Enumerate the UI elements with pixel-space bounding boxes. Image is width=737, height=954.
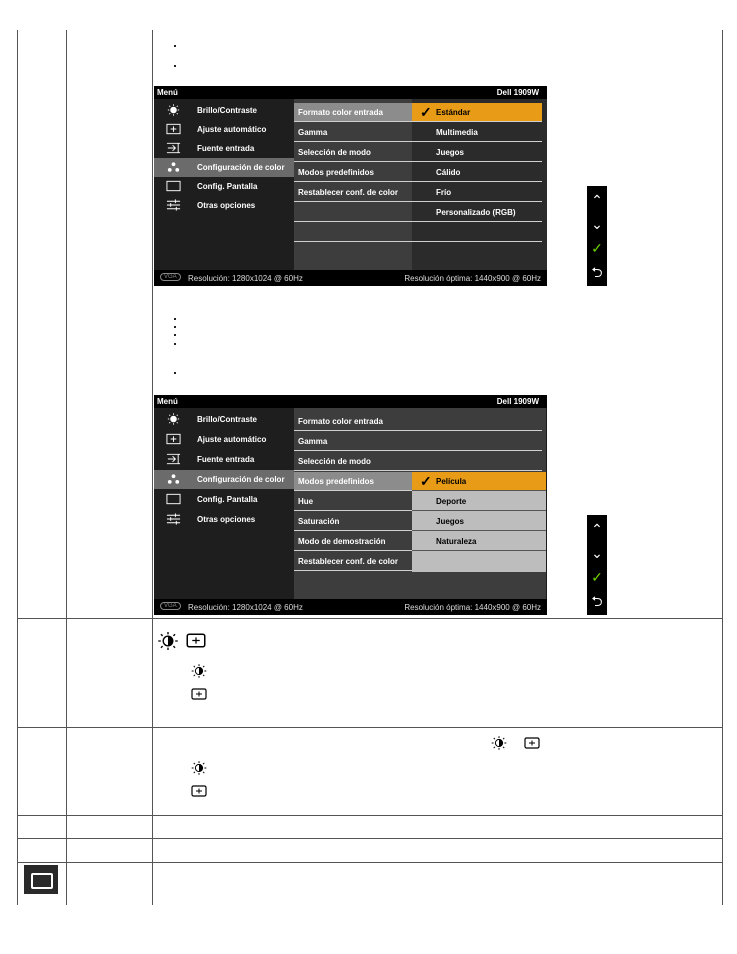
back-icon: ⮌ — [591, 593, 603, 609]
osd-menu-title: Menú — [157, 88, 178, 97]
checkmark-icon: ✓ — [420, 104, 432, 120]
osd-option-label: Frío — [436, 188, 452, 197]
osd-option-label: Multimedia — [436, 128, 478, 137]
osd-submenu-item — [294, 532, 412, 551]
osd-item-auto-adjust — [154, 430, 294, 449]
input-source-icon — [166, 142, 181, 154]
auto-adjust-icon — [166, 433, 181, 445]
osd-resolution: Resolución: 1280x1024 @ 60Hz — [188, 274, 303, 283]
brightness-icon — [166, 104, 181, 116]
osd-option-label: Cálido — [436, 168, 461, 177]
osd-item-label: Ajuste automático — [197, 125, 267, 134]
osd-submenu-label: Modos predefinidos — [298, 477, 374, 486]
osd-item-label: Brillo/Contraste — [197, 415, 258, 424]
osd-status-bar — [154, 599, 547, 615]
auto-adjust-icon — [524, 736, 540, 750]
osd-option-item — [412, 183, 542, 202]
osd-item-label: Fuente entrada — [197, 455, 255, 464]
osd-option-label: Personalizado (RGB) — [436, 208, 516, 217]
osd-item-label: Ajuste automático — [197, 435, 267, 444]
osd-submenu-item — [294, 203, 412, 222]
osd-submenu-label: Restablecer conf. de color — [298, 557, 399, 566]
osd-option-item — [412, 492, 546, 511]
osd-item-other-settings — [154, 510, 294, 529]
osd-submenu-item — [294, 472, 412, 491]
auto-adjust-icon — [186, 632, 206, 649]
osd-submenu-item — [294, 432, 542, 451]
brightness-icon — [190, 663, 208, 679]
osd-top-bar — [154, 86, 547, 99]
osd-menu-screenshot-1 — [154, 86, 547, 286]
osd-status-bar — [154, 270, 547, 286]
auto-adjust-icon — [191, 784, 207, 798]
osd-item-label: Fuente entrada — [197, 144, 255, 153]
osd-option-label: Estándar — [436, 108, 471, 117]
row-divider — [17, 618, 723, 619]
chevron-up-icon: ⌃ — [591, 192, 603, 208]
brightness-icon — [490, 735, 508, 751]
osd-submenu-item — [294, 123, 412, 142]
table-border-right — [722, 30, 723, 905]
osd-submenu-item — [294, 163, 412, 182]
osd-item-other-settings — [154, 196, 294, 215]
osd-submenu-item — [294, 223, 412, 242]
osd-menu-title: Menú — [157, 397, 178, 406]
osd-option-label: Juegos — [436, 148, 465, 157]
osd-option-item — [412, 472, 546, 491]
bullet — [174, 326, 176, 328]
osd-item-label: Config. Pantalla — [197, 495, 258, 504]
osd-mid-panel — [294, 99, 412, 270]
auto-adjust-icon — [191, 687, 207, 701]
osd-model-name: Dell 1909W — [496, 88, 539, 97]
osd-submenu-label: Modo de demostración — [298, 537, 386, 546]
brightness-icon — [190, 760, 208, 776]
osd-optimal-resolution: Resolución óptima: 1440x900 @ 60Hz — [404, 274, 541, 283]
vga-badge: VGA — [160, 602, 181, 610]
osd-submenu-item — [294, 512, 412, 531]
osd-option-panel — [412, 472, 546, 572]
osd-item-label: Otras opciones — [197, 515, 256, 524]
osd-submenu-item — [294, 103, 412, 122]
display-frame — [31, 873, 53, 889]
row-divider — [17, 727, 723, 728]
osd-top-bar — [154, 395, 547, 408]
osd-item-display-settings — [154, 177, 294, 196]
osd-resolution: Resolución: 1280x1024 @ 60Hz — [188, 603, 303, 612]
checkmark-icon: ✓ — [591, 240, 603, 256]
osd-item-label: Config. Pantalla — [197, 182, 258, 191]
osd-option-item — [412, 123, 542, 142]
osd-submenu-label: Selección de modo — [298, 148, 371, 157]
back-icon: ⮌ — [591, 264, 603, 280]
osd-item-label: Configuración de color — [197, 163, 285, 172]
osd-mid-panel — [294, 408, 546, 599]
row-divider — [17, 862, 723, 863]
chevron-up-icon: ⌃ — [591, 521, 603, 537]
osd-submenu-label: Restablecer conf. de color — [298, 188, 399, 197]
bullet — [174, 334, 176, 336]
checkmark-icon: ✓ — [591, 569, 603, 585]
auto-adjust-icon — [166, 123, 181, 135]
chevron-down-icon: ⌄ — [591, 216, 603, 232]
osd-right-panel — [412, 99, 547, 270]
chevron-down-icon: ⌄ — [591, 545, 603, 561]
osd-option-item — [412, 223, 542, 242]
osd-submenu-item — [294, 143, 412, 162]
osd-option-label: Juegos — [436, 517, 465, 526]
display-settings-icon — [166, 493, 181, 505]
other-settings-icon — [166, 199, 181, 211]
osd-option-label: Naturaleza — [436, 537, 477, 546]
osd-item-brightness — [154, 101, 294, 120]
osd-option-item — [412, 163, 542, 182]
vga-badge: VGA — [160, 273, 181, 281]
osd-item-label: Brillo/Contraste — [197, 106, 258, 115]
osd-left-panel — [154, 99, 294, 270]
bullet — [174, 372, 176, 374]
row-divider — [17, 838, 723, 839]
osd-item-input-source — [154, 450, 294, 469]
osd-item-display-settings — [154, 490, 294, 509]
osd-item-label: Configuración de color — [197, 475, 285, 484]
osd-submenu-label: Selección de modo — [298, 457, 371, 466]
osd-submenu-item — [294, 452, 542, 471]
table-border-left — [17, 30, 18, 905]
osd-item-label: Otras opciones — [197, 201, 256, 210]
osd-option-label: Película — [436, 477, 467, 486]
osd-option-item — [412, 143, 542, 162]
osd-submenu-label: Gamma — [298, 437, 328, 446]
osd-option-item — [412, 532, 546, 551]
color-settings-icon — [166, 473, 181, 485]
osd-optimal-resolution: Resolución óptima: 1440x900 @ 60Hz — [404, 603, 541, 612]
osd-nav-buttons — [587, 186, 607, 286]
brightness-icon — [166, 413, 181, 425]
osd-submenu-label: Hue — [298, 497, 314, 506]
bullet — [174, 45, 176, 47]
bullet — [174, 343, 176, 345]
osd-left-panel — [154, 408, 294, 599]
osd-item-color-settings — [154, 470, 294, 489]
osd-submenu-item — [294, 412, 542, 431]
osd-option-label: Deporte — [436, 497, 467, 506]
osd-item-color-settings — [154, 158, 294, 177]
osd-option-item — [412, 512, 546, 531]
display-settings-icon — [24, 865, 58, 894]
osd-item-auto-adjust — [154, 120, 294, 139]
osd-submenu-item — [294, 492, 412, 511]
osd-item-brightness — [154, 410, 294, 429]
table-col-divider-2 — [152, 30, 153, 905]
osd-nav-buttons — [587, 515, 607, 615]
osd-item-input-source — [154, 139, 294, 158]
osd-menu-screenshot-2 — [154, 395, 547, 615]
bullet — [174, 65, 176, 67]
osd-submenu-label: Gamma — [298, 128, 328, 137]
row-divider — [17, 815, 723, 816]
osd-option-item — [412, 203, 542, 222]
osd-submenu-label: Formato color entrada — [298, 108, 383, 117]
osd-submenu-label: Saturación — [298, 517, 340, 526]
osd-submenu-item — [294, 183, 412, 202]
color-settings-icon — [166, 161, 181, 173]
checkmark-icon: ✓ — [420, 473, 432, 489]
brightness-icon — [156, 630, 180, 652]
other-settings-icon — [166, 513, 181, 525]
osd-submenu-label: Formato color entrada — [298, 417, 383, 426]
osd-model-name: Dell 1909W — [496, 397, 539, 406]
osd-option-item — [412, 103, 542, 122]
display-settings-icon — [166, 180, 181, 192]
table-col-divider-1 — [66, 30, 67, 905]
osd-submenu-label: Modos predefinidos — [298, 168, 374, 177]
bullet — [174, 318, 176, 320]
input-source-icon — [166, 453, 181, 465]
